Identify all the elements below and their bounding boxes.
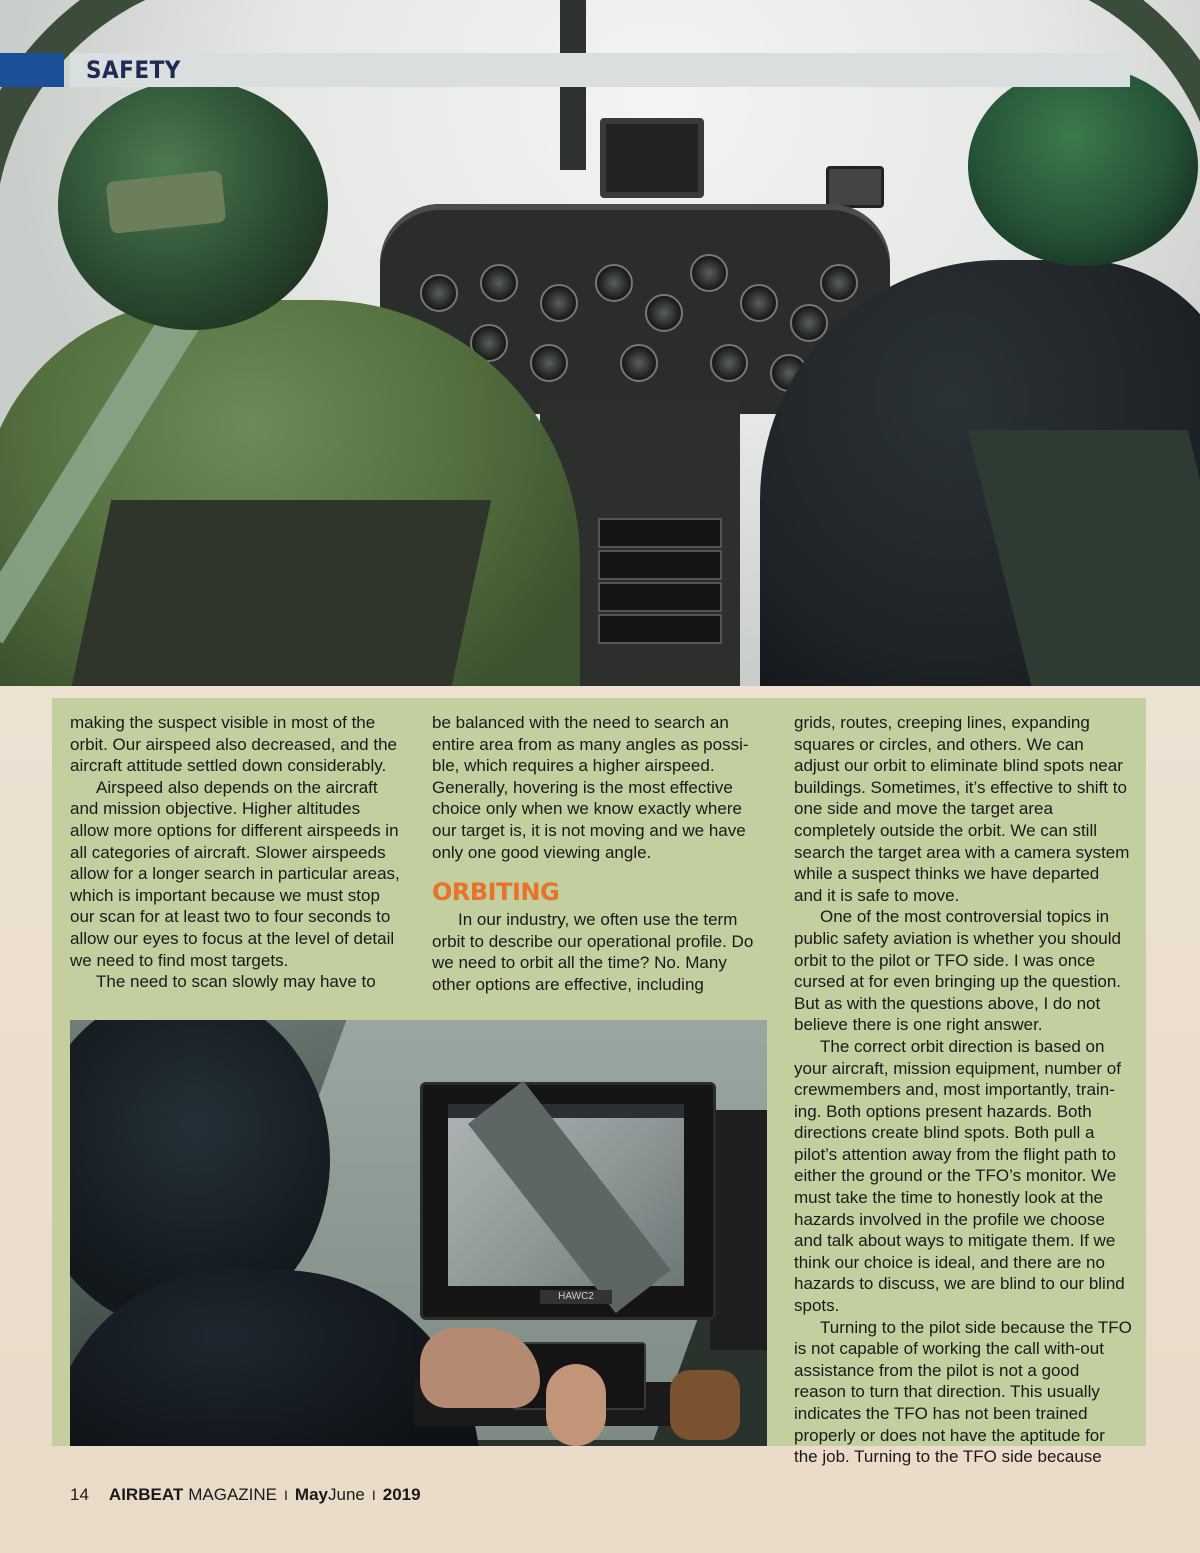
side-panel (710, 1110, 767, 1350)
paragraph: making the suspect visible in most of the orbit. Our airspeed also decreased, and the aircraft attitude settled down considerably. (70, 713, 397, 776)
paragraph: The need to scan slowly may have to (96, 972, 376, 992)
paragraph: grids, routes, creeping lines, expanding squares or circles, and others. We can adjust our orbit to eliminate blind spots near buildings. Sometimes, it’s effective to shift to one side and move the target area completely outside the orbit. We can still search the target area with a camera system while a suspect thinks we have departed and it is safe to move. (794, 713, 1130, 905)
helmet-left (58, 80, 328, 330)
issue-month: June (327, 1485, 365, 1504)
camera-monitor-screen (448, 1104, 684, 1286)
section-label: SAFETY (86, 56, 181, 84)
overhead-monitor (600, 118, 704, 198)
column-2 (432, 712, 770, 996)
column-1 (70, 712, 402, 993)
helmet-patch (106, 170, 227, 234)
hand-right (546, 1364, 606, 1446)
paragraph: Turning to the pilot side because the TFO is not capable of working the call with-out assistance from the pilot is not a good reason to turn that direction. This usually indicates the TFO has not been trained properly or does not have the aptitude for the job. Turning to the TFO side because (794, 1317, 1132, 1467)
magazine-word: MAGAZINE (188, 1485, 278, 1504)
paragraph: be balanced with the need to search an entire area from as many angles as possi-ble, which requires a higher airspeed. Generally, hovering is the most effective choice only when we know exactly where our target is, it is not moving and we have only one good viewing angle. (432, 713, 749, 862)
page-number: 14 (70, 1485, 89, 1504)
paragraph: In our industry, we often use the term orbit to describe our operational profile. Do we need to orbit all the time? No. Many other options are effective, including (432, 910, 754, 994)
footer-separator: I (284, 1487, 288, 1503)
seat-left (69, 500, 492, 686)
paragraph: The correct orbit direction is based on your aircraft, mission equipment, number of crewmembers and, most importantly, train-ing. Both options present hazards. Both directions create blind spots. Both pull a pilot’s attention away from the flight path to either the ground or the TFO’s monitor. We must take the time to honestly look at the hazards involved in the profile we choose and talk about ways to mitigate them. If we think our choice is ideal, and there are no hazards to discuss, we are blind to our blind spots. (794, 1036, 1125, 1316)
magazine-brand: AIRBEAT (108, 1485, 184, 1504)
tfo-monitor-photo (70, 1020, 767, 1446)
paragraph: Airspeed also depends on the aircraft and mission objective. Higher altitudes allow more options for different airspeeds in all categories of aircraft. Slower airspeeds allow for a longer search in particular areas, which is important because we must stop our scan for at least two to four seconds to allow our eyes to focus at the level of detail we need to find most targets. (70, 777, 400, 970)
page-footer (70, 1484, 421, 1506)
column-3 (794, 712, 1132, 1468)
section-header (70, 53, 1130, 87)
helmet-right (968, 66, 1198, 266)
section-tab (0, 53, 64, 87)
hero-cockpit-photo (0, 0, 1200, 686)
gps-unit (826, 166, 884, 208)
issue-year: 2019 (382, 1485, 421, 1504)
subheading-orbiting: ORBITING (432, 878, 560, 907)
paragraph: One of the most controversial topics in public safety aviation is whether you should orbit to the pilot or TFO side. I was once cursed at for even bringing up the question. But as with the questions above, I do not believe there is one right answer. (794, 907, 1121, 1035)
boot (670, 1370, 740, 1440)
issue-month-bold: May (294, 1485, 328, 1504)
monitor-label: HAWC2 (540, 1290, 612, 1304)
footer-separator: I (371, 1487, 376, 1503)
